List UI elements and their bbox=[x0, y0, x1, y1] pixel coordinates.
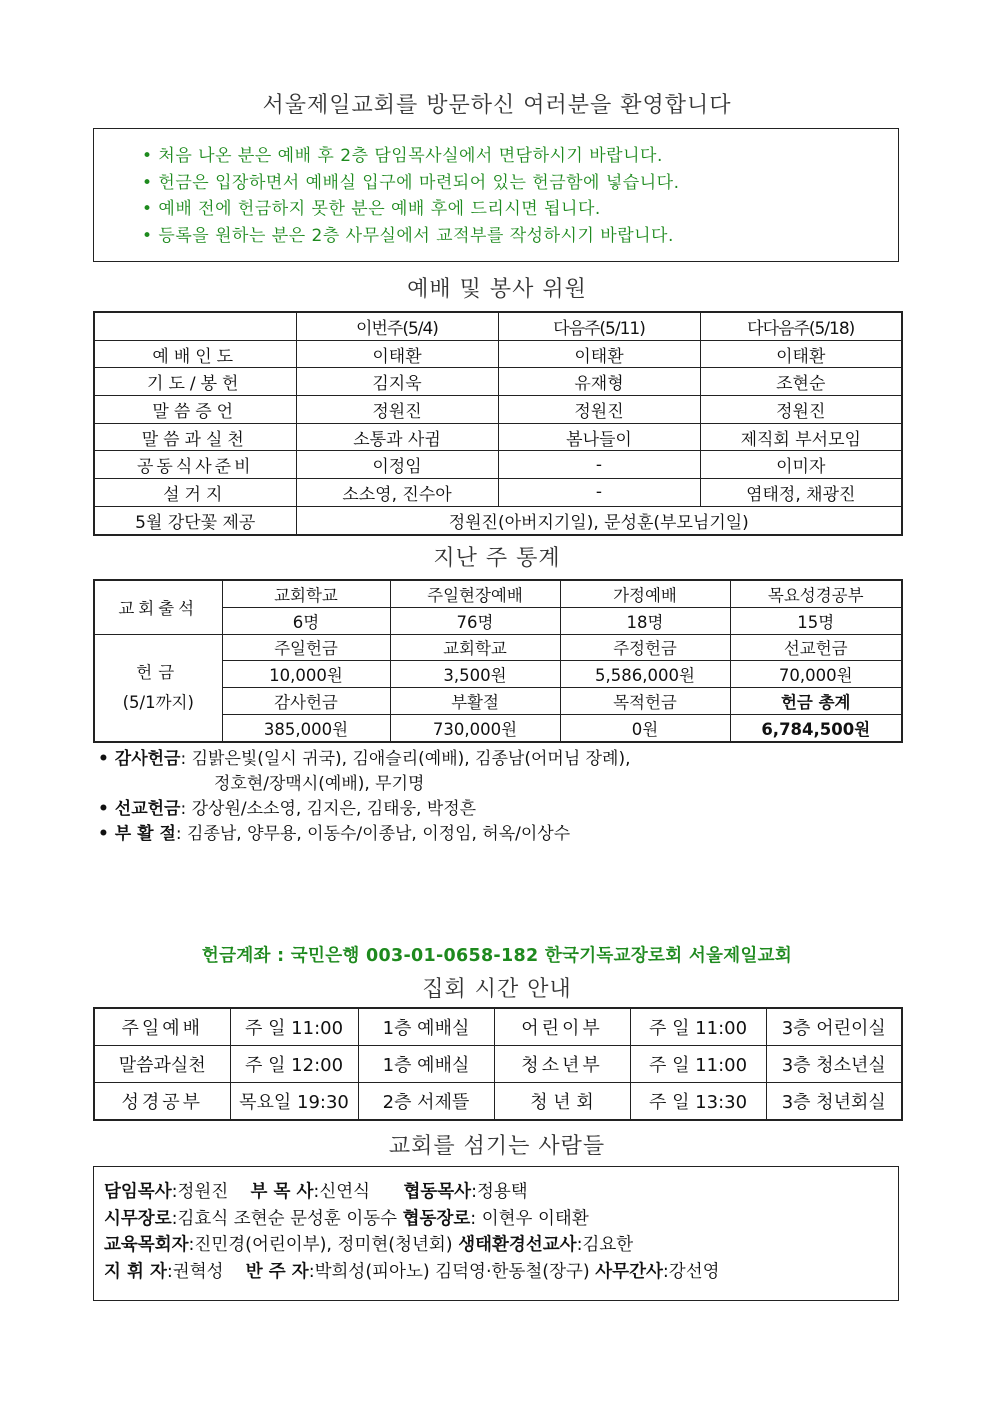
stats-header-cell: 주일현장예배 bbox=[390, 580, 560, 607]
thanks-line: 정호현/장맥시(예배), 무기명 bbox=[214, 774, 425, 794]
stats-header-cell: 목요성경공부 bbox=[730, 580, 902, 607]
staff-role: 협동목사 bbox=[403, 1182, 472, 1202]
service-title: 예배 및 봉사 위원 bbox=[407, 277, 587, 302]
staff-line bbox=[104, 1206, 898, 1233]
staff-names: :김요한 bbox=[576, 1235, 634, 1255]
service-cell: 조현순 bbox=[700, 368, 902, 396]
service-row bbox=[94, 340, 902, 368]
staff-line bbox=[104, 1232, 898, 1259]
offering-label-cell bbox=[94, 634, 222, 742]
staff-role: 지 휘 자 bbox=[104, 1261, 167, 1282]
service-cell: 정원진 bbox=[296, 396, 498, 424]
stats-value-cell: 730,000원 bbox=[390, 714, 560, 741]
total-header-cell: 헌금 총계 bbox=[730, 688, 902, 715]
staff-names: :정원진 bbox=[171, 1182, 229, 1202]
mission-note bbox=[98, 797, 631, 822]
service-row bbox=[94, 479, 902, 507]
service-role: 공동식사준비 bbox=[94, 451, 296, 479]
welcome-line: • 등록을 원하는 분은 2층 사무실에서 교적부를 작성하시기 바랍니다. bbox=[142, 225, 674, 246]
meeting-cell: 성경공부 bbox=[94, 1083, 230, 1121]
stats-header-cell: 주일헌금 bbox=[222, 634, 390, 661]
staff-role: 협동장로 bbox=[402, 1208, 471, 1229]
staff-role: 생태환경선교사 bbox=[458, 1235, 577, 1255]
stats-value-cell: 0원 bbox=[560, 714, 730, 741]
service-header-row bbox=[94, 312, 902, 340]
staff-box bbox=[93, 1166, 899, 1301]
stats-value-cell: 3,500원 bbox=[390, 661, 560, 688]
service-cell: 정원진 bbox=[700, 396, 902, 424]
service-cell: 정원진 bbox=[498, 396, 700, 424]
welcome-line: • 처음 나온 분은 예배 후 2층 담임목사실에서 면담하시기 바랍니다. bbox=[142, 146, 663, 166]
service-cell: 제직회 부서모임 bbox=[700, 423, 902, 451]
meeting-row bbox=[94, 1008, 902, 1046]
offering-account: 헌금계좌 : 국민은행 003-01-0658-182 한국기독교장로회 서울제일교회 bbox=[201, 946, 793, 966]
service-row bbox=[94, 423, 902, 451]
meetings-table bbox=[93, 1007, 903, 1121]
service-cell: 이미자 bbox=[700, 451, 902, 479]
staff-role: 시무장로 bbox=[104, 1208, 172, 1229]
easter-note bbox=[98, 822, 631, 847]
service-role: 말씀과실천 bbox=[94, 423, 296, 451]
stats-header-cell: 목적헌금 bbox=[560, 688, 730, 715]
service-cell: 염태정, 채광진 bbox=[700, 479, 902, 507]
staff-role: 반 주 자 bbox=[245, 1261, 309, 1282]
stats-header-cell: 가정예배 bbox=[560, 580, 730, 607]
stats-header-cell: 부활절 bbox=[390, 688, 560, 715]
thanks-note bbox=[98, 747, 631, 772]
thanks-line: : 김밝은빛(일시 귀국), 김애슬리(예배), 김종남(어머님 장례), bbox=[180, 749, 631, 769]
service-row bbox=[94, 368, 902, 396]
service-row bbox=[94, 451, 902, 479]
offering-sub: (5/1까지) bbox=[122, 692, 194, 712]
service-row bbox=[94, 396, 902, 424]
staff-names: :정용택 bbox=[471, 1182, 528, 1202]
staff-line bbox=[104, 1259, 898, 1286]
service-cell: 이정임 bbox=[296, 451, 498, 479]
service-header-cell: 다다음주(5/18) bbox=[700, 312, 902, 340]
flower-row bbox=[94, 506, 902, 534]
total-value-cell: 6,784,500원 bbox=[730, 714, 902, 741]
mission-label: • 선교헌금 bbox=[98, 799, 181, 819]
stats-value-cell: 385,000원 bbox=[222, 714, 390, 741]
service-role: 설거지 bbox=[94, 479, 296, 507]
service-cell: - bbox=[498, 451, 700, 479]
service-header-cell: 다음주(5/11) bbox=[498, 312, 700, 340]
meeting-cell: 3층 청년회실 bbox=[766, 1083, 902, 1121]
stats-header-cell: 교회학교 bbox=[390, 634, 560, 661]
service-cell: 이태환 bbox=[700, 340, 902, 368]
staff-role: 담임목사 bbox=[104, 1182, 172, 1202]
easter-value: : 김종남, 양무용, 이동수/이종남, 이정임, 허옥/이상수 bbox=[175, 824, 571, 844]
welcome-title: 서울제일교회를 방문하신 여러분을 환영합니다 bbox=[262, 93, 732, 118]
staff-names: :신연식 bbox=[313, 1182, 371, 1202]
service-role: 기도/봉헌 bbox=[94, 368, 296, 396]
staff-title: 교회를 섬기는 사람들 bbox=[388, 1134, 606, 1159]
stats-value-cell: 5,586,000원 bbox=[560, 661, 730, 688]
staff-names: :권혁성 bbox=[166, 1261, 224, 1282]
service-cell: 유재형 bbox=[498, 368, 700, 396]
stats-value-cell: 76명 bbox=[390, 607, 560, 634]
meeting-cell: 주일예배 bbox=[94, 1008, 230, 1046]
meeting-cell: 1층 예배실 bbox=[358, 1008, 494, 1046]
service-table bbox=[93, 311, 903, 536]
meeting-cell: 2층 서제뜰 bbox=[358, 1083, 494, 1121]
mission-value: : 강상원/소소영, 김지은, 김태웅, 박정흔 bbox=[180, 799, 477, 819]
staff-role: 사무간사 bbox=[595, 1261, 663, 1282]
meeting-cell: 3층 어린이실 bbox=[766, 1008, 902, 1046]
meeting-cell: 주 일 11:00 bbox=[630, 1046, 766, 1083]
meeting-cell: 주 일 11:00 bbox=[630, 1008, 766, 1046]
meeting-cell: 주 일 13:30 bbox=[630, 1083, 766, 1121]
staff-names: : 이현우 이태환 bbox=[470, 1208, 589, 1229]
stats-value-cell: 6명 bbox=[222, 607, 390, 634]
welcome-box bbox=[93, 128, 899, 262]
service-role: 말씀증언 bbox=[94, 396, 296, 424]
stats-header-cell: 감사헌금 bbox=[222, 688, 390, 715]
staff-names: :강선영 bbox=[662, 1261, 720, 1282]
welcome-line: • 헌금은 입장하면서 예배실 입구에 마련되어 있는 헌금함에 넣습니다. bbox=[142, 172, 680, 193]
service-cell: 소소영, 진수아 bbox=[296, 479, 498, 507]
meeting-cell: 어린이부 bbox=[494, 1008, 630, 1046]
stats-value-cell: 18명 bbox=[560, 607, 730, 634]
welcome-line: • 예배 전에 헌금하지 못한 분은 예배 후에 드리시면 됩니다. bbox=[142, 199, 601, 219]
meeting-cell: 3층 청소년실 bbox=[766, 1046, 902, 1083]
meeting-cell: 주 일 11:00 bbox=[230, 1008, 358, 1046]
offering-header-row bbox=[94, 634, 902, 661]
staff-role: 부 목 사 bbox=[250, 1182, 314, 1202]
meeting-cell: 1층 예배실 bbox=[358, 1046, 494, 1083]
staff-names: :김효식 조현순 문성훈 이동수 bbox=[171, 1208, 398, 1229]
easter-label: • 부 활 절 bbox=[98, 824, 176, 844]
meeting-row bbox=[94, 1083, 902, 1121]
service-cell: 소통과 사귐 bbox=[296, 423, 498, 451]
service-header-cell bbox=[94, 312, 296, 340]
meeting-cell: 주 일 12:00 bbox=[230, 1046, 358, 1083]
stats-value-cell: 70,000원 bbox=[730, 661, 902, 688]
flower-value: 정원진(아버지기일), 문성훈(부모님기일) bbox=[296, 506, 902, 534]
stats-table bbox=[93, 579, 903, 743]
service-cell: 이태환 bbox=[498, 340, 700, 368]
stats-title: 지난 주 통계 bbox=[433, 546, 561, 571]
stats-header-cell: 교회학교 bbox=[222, 580, 390, 607]
attendance-header-row bbox=[94, 580, 902, 607]
meeting-cell: 청소년부 bbox=[494, 1046, 630, 1083]
flower-label: 5월 강단꽃 제공 bbox=[94, 506, 296, 534]
offering-notes bbox=[98, 747, 631, 847]
stats-value-cell: 15명 bbox=[730, 607, 902, 634]
staff-names: :진민경(어린이부), 정미현(청년회) bbox=[188, 1235, 453, 1255]
meeting-row bbox=[94, 1046, 902, 1083]
staff-line bbox=[104, 1179, 898, 1206]
meeting-cell: 목요일 19:30 bbox=[230, 1083, 358, 1121]
service-header-cell: 이번주(5/4) bbox=[296, 312, 498, 340]
offering-label: 헌금 bbox=[136, 662, 181, 682]
service-role: 예배인도 bbox=[94, 340, 296, 368]
meeting-cell: 말씀과실천 bbox=[94, 1046, 230, 1083]
thanks-label: • 감사헌금 bbox=[98, 749, 181, 769]
meetings-title: 집회 시간 안내 bbox=[422, 977, 572, 1002]
service-cell: 김지욱 bbox=[296, 368, 498, 396]
staff-names: :박희성(피아노) 김덕영·한동철(장구) bbox=[308, 1261, 590, 1282]
meeting-cell: 청 년 회 bbox=[494, 1083, 630, 1121]
service-cell: 이태환 bbox=[296, 340, 498, 368]
service-cell: 봄나들이 bbox=[498, 423, 700, 451]
stats-header-cell: 선교헌금 bbox=[730, 634, 902, 661]
staff-role: 교육목회자 bbox=[104, 1235, 189, 1255]
stats-value-cell: 10,000원 bbox=[222, 661, 390, 688]
stats-header-cell: 주정헌금 bbox=[560, 634, 730, 661]
attendance-label: 교회출석 bbox=[94, 580, 222, 634]
service-cell: - bbox=[498, 479, 700, 507]
